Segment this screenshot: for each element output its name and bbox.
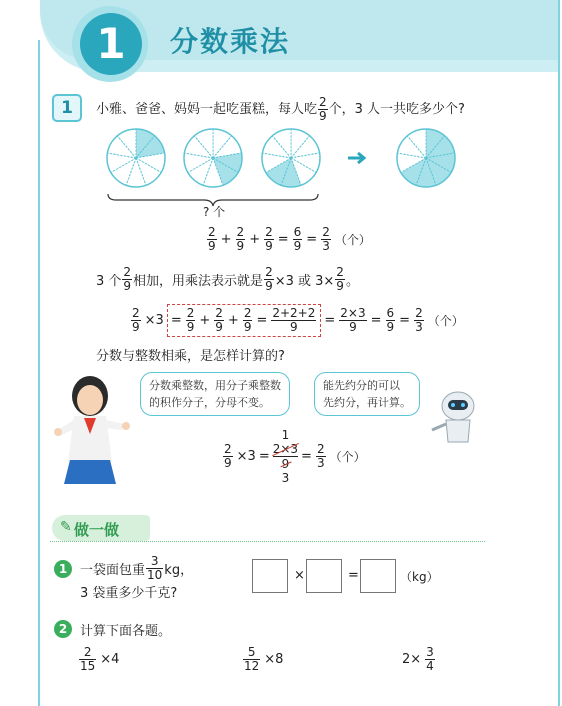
eq2-frac — [131, 307, 141, 334]
item-2-operator: ×8 — [264, 652, 284, 667]
bubble-right-line-2: 先约分，再计算。 — [323, 396, 411, 409]
num: 2 — [243, 306, 252, 320]
den: 3 — [316, 456, 325, 470]
eq2-frac-sum — [271, 307, 316, 334]
den: 9 — [290, 320, 298, 334]
line2-text-a: 3 个 — [96, 274, 122, 289]
num: 2 — [186, 306, 195, 320]
cancelled-denominator: 9 — [281, 457, 290, 471]
line2-frac-2 — [264, 266, 274, 293]
times-sign: × — [294, 568, 305, 583]
line2-frac-3 — [335, 266, 345, 293]
num: 2 — [208, 225, 216, 239]
page-border-left — [38, 40, 40, 706]
exercise-1-line-2: 3 袋重多少千克? — [80, 586, 178, 601]
exercise-1-line-1 — [80, 555, 193, 582]
den: 9 — [265, 239, 273, 253]
den: 9 — [215, 320, 223, 334]
num: 2×3 — [340, 306, 366, 320]
exercise-2-number: 2 — [54, 620, 72, 638]
den: 9 — [336, 279, 344, 293]
method-question: 分数与整数相乘，是怎样计算的? — [96, 349, 285, 364]
answer-box-2[interactable] — [306, 559, 342, 593]
exercise-2-item-3 — [402, 646, 436, 673]
eq2-frac-c — [243, 307, 253, 334]
num: 2 — [322, 225, 330, 239]
item-3-operator: 2× — [402, 652, 422, 667]
bubble-left-line-2: 的积作分子，分母不变。 — [149, 396, 270, 409]
plus-sign: + — [227, 313, 239, 328]
cancelled-bottom: 3 — [281, 471, 290, 485]
num: 3 — [426, 645, 434, 659]
page-border-right — [558, 0, 560, 706]
equals-sign: = — [256, 313, 268, 328]
equals-sign: = — [306, 232, 318, 247]
equals-sign: = — [399, 313, 411, 328]
eq2-frac-b — [214, 307, 224, 334]
eq1-frac-2 — [236, 226, 246, 253]
line2-text-d: 。 — [345, 274, 359, 289]
equals-sign: = — [277, 232, 289, 247]
eq1-frac-result — [321, 226, 331, 253]
den: 10 — [147, 568, 163, 582]
times-three: ×3 — [144, 313, 164, 328]
reduction-fraction — [273, 428, 298, 485]
den: 3 — [322, 239, 330, 253]
unit-label: （个） — [329, 450, 366, 464]
plus-sign: + — [249, 232, 261, 247]
item-1-fraction — [79, 646, 96, 673]
den: 9 — [243, 320, 252, 334]
example-number-tag: 1 — [52, 94, 82, 122]
fraction-numerator: 2 — [319, 95, 327, 109]
plus-sign: + — [199, 313, 211, 328]
item-3-fraction — [425, 646, 435, 673]
den: 9 — [123, 279, 132, 293]
unit-label: （个） — [334, 233, 371, 247]
times-three: ×3 — [236, 449, 256, 464]
bubble-left-line-1: 分数乘整数，用分子乘整数 — [149, 379, 281, 392]
speech-bubble-left — [140, 372, 290, 416]
num: 2 — [132, 306, 140, 320]
fraction-denominator: 9 — [319, 109, 327, 123]
kg-unit: （kg） — [400, 570, 439, 584]
den: 3 — [415, 320, 423, 334]
exercise-2-item-2 — [242, 646, 283, 673]
question-text-pre: 小雅、爸爸、妈妈一起吃蛋糕，每人吃 — [96, 102, 318, 117]
eq1-frac-3 — [264, 226, 274, 253]
eq2-frac-prod — [339, 307, 366, 334]
num: 2 — [336, 265, 344, 279]
equals-sign: = — [348, 568, 359, 583]
expansion-box — [167, 304, 322, 337]
num: 2+2+2 — [272, 306, 316, 320]
multiplication-equation — [130, 304, 464, 337]
den: 9 — [349, 320, 357, 334]
num: 2 — [415, 306, 423, 320]
eq1-frac-1 — [207, 226, 217, 253]
eq3-frac — [223, 443, 233, 470]
den: 12 — [244, 659, 260, 673]
cancelled-numerator: 2×3 — [272, 442, 299, 456]
item-2-fraction — [243, 646, 260, 673]
den: 9 — [236, 239, 245, 253]
exercise-1-fraction — [146, 555, 163, 582]
girl-illustration — [50, 372, 140, 492]
den: 9 — [293, 239, 302, 253]
example-question — [96, 96, 465, 123]
cancelled-top: 1 — [281, 428, 290, 442]
arrow-right-icon — [348, 153, 364, 163]
plus-sign: + — [220, 232, 232, 247]
exercise-1-unit: kg， — [164, 563, 194, 578]
practice-divider — [50, 541, 485, 542]
item-1-operator: ×4 — [100, 652, 120, 667]
den: 9 — [186, 320, 195, 334]
num: 2 — [265, 265, 273, 279]
den: 9 — [224, 456, 232, 470]
exercise-1-text: 一袋面包重 — [80, 563, 146, 578]
eq2-frac-result — [414, 307, 424, 334]
den: 15 — [80, 659, 96, 673]
equals-sign: = — [370, 313, 382, 328]
answer-box-3[interactable] — [360, 559, 396, 593]
num: 2 — [79, 646, 96, 660]
exercise-1-number: 1 — [54, 560, 72, 578]
den: 9 — [208, 239, 216, 253]
eq3-result — [316, 443, 326, 470]
num: 2 — [236, 225, 245, 239]
eq1-frac-sum — [293, 226, 303, 253]
equals-sign: = — [170, 313, 182, 328]
eq2-frac-a — [186, 307, 196, 334]
answer-box-1[interactable] — [252, 559, 288, 593]
num: 2 — [123, 265, 132, 279]
pencil-icon: ✎ — [60, 519, 72, 535]
den: 9 — [132, 320, 140, 334]
exercise-2-item-1 — [78, 646, 119, 673]
line2-text-b: 相加，用乘法表示就是 — [133, 274, 264, 289]
line2-frac-1 — [122, 266, 132, 293]
brace-label: ? 个 — [203, 205, 226, 219]
practice-title: 做一做 — [74, 521, 120, 539]
num: 6 — [386, 306, 395, 320]
num: 5 — [243, 646, 260, 660]
cake-pie-diagram — [96, 124, 476, 220]
unit-label: （个） — [427, 314, 464, 328]
num: 2 — [265, 225, 273, 239]
exercise-2-text: 计算下面各题。 — [80, 624, 172, 639]
question-text-post: 个，3 人一共吃多少个? — [328, 102, 465, 117]
den: 4 — [426, 659, 434, 673]
chapter-title: 分数乘法 — [170, 25, 291, 58]
den: 9 — [386, 320, 395, 334]
num: 2 — [224, 442, 232, 456]
reduction-equation — [222, 428, 366, 485]
speech-bubble-right — [314, 372, 420, 416]
line2-text-c: ×3 或 3× — [274, 274, 335, 289]
num: 6 — [293, 225, 302, 239]
addition-equation — [206, 226, 371, 253]
num: 2 — [316, 442, 325, 456]
question-fraction — [318, 96, 328, 123]
equals-sign: = — [301, 449, 312, 464]
equals-sign: = — [258, 449, 270, 464]
equals-sign: = — [324, 313, 336, 328]
chapter-number: 1 — [80, 13, 142, 75]
bubble-right-line-1: 能先约分的可以 — [323, 379, 400, 392]
robot-illustration — [428, 386, 488, 448]
multiplication-explanation — [96, 266, 359, 293]
den: 9 — [265, 279, 273, 293]
eq2-frac-six — [386, 307, 396, 334]
num: 2 — [215, 306, 223, 320]
num: 3 — [146, 555, 163, 569]
